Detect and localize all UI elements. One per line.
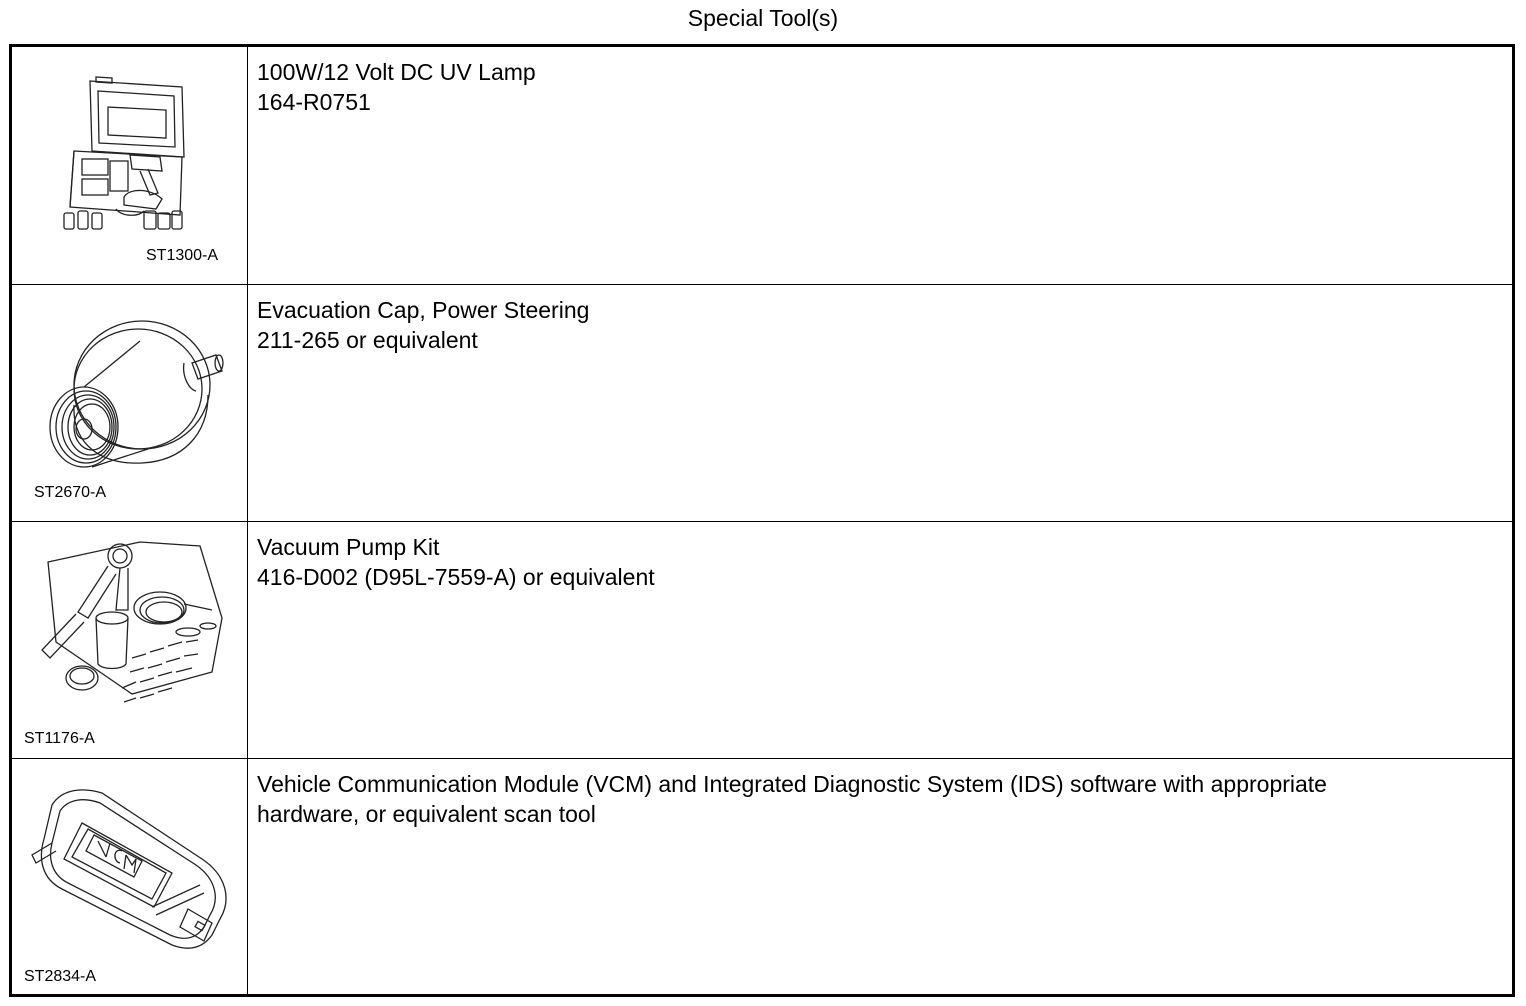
tool-image-code: ST1300-A [146, 247, 219, 264]
vacuum-pump-kit-icon [12, 522, 248, 758]
tool-image-code: ST2670-A [34, 484, 107, 501]
tool-row-uv-lamp [12, 47, 1512, 284]
tool-description [257, 532, 1472, 592]
tool-part-number: hardware, or equivalent scan tool [257, 801, 596, 827]
tool-image-cell [12, 285, 248, 521]
tool-name: Vacuum Pump Kit [257, 534, 440, 560]
tool-row-vacuum-pump-kit [12, 521, 1512, 758]
tool-part-number: 164-R0751 [257, 89, 371, 115]
tool-image-cell [12, 759, 248, 994]
tool-part-number: 211-265 or equivalent [257, 327, 478, 353]
tool-row-vcm [12, 758, 1512, 994]
tool-description [257, 57, 1472, 117]
tool-name: 100W/12 Volt DC UV Lamp [257, 59, 536, 85]
vcm-module-icon [12, 759, 248, 995]
tool-part-number: 416-D002 (D95L-7559-A) or equivalent [257, 564, 655, 590]
tool-description [257, 295, 1472, 355]
tool-image-cell [12, 47, 248, 284]
tool-name: Vehicle Communication Module (VCM) and Integrated Diagnostic System (IDS) software with appropriate [257, 771, 1327, 797]
tool-image-code: ST1176-A [24, 730, 95, 747]
tool-image-code: ST2834-A [24, 968, 97, 985]
tool-name: Evacuation Cap, Power Steering [257, 297, 590, 323]
tool-image-cell [12, 522, 248, 758]
special-tools-table [9, 44, 1515, 997]
page-title: Special Tool(s) [687, 5, 839, 31]
tool-row-evacuation-cap [12, 284, 1512, 521]
tool-description [257, 769, 1472, 829]
